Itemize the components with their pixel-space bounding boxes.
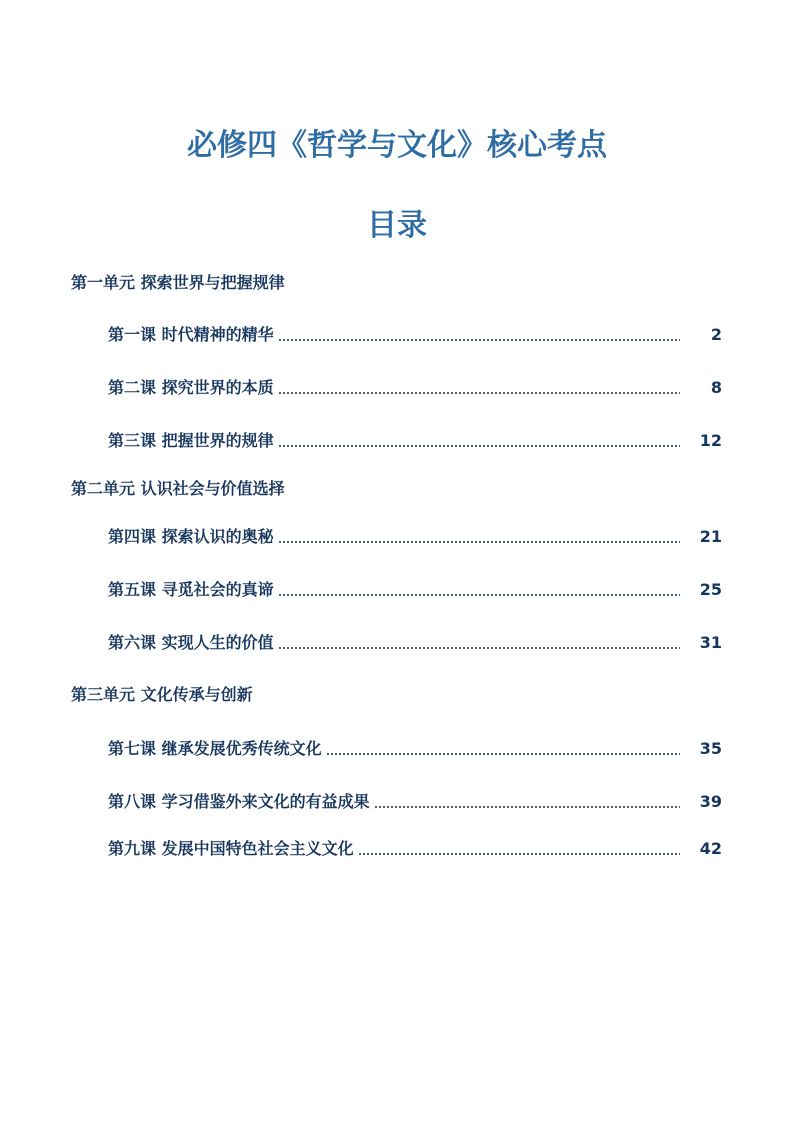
document-title: 必修四《哲学与文化》核心考点 [187, 128, 607, 163]
toc-lesson-label: 第五课 寻觅社会的真谛 [108, 580, 274, 599]
dot-leader [278, 594, 680, 596]
toc-heading: 目录 [367, 208, 427, 243]
toc-page-number: 21 [699, 527, 722, 546]
toc-lesson-4[interactable] [108, 525, 722, 549]
toc-lesson-9[interactable] [108, 837, 722, 861]
dot-leader [358, 853, 680, 855]
toc-page-number: 8 [710, 378, 722, 397]
toc-lesson-label: 第四课 探索认识的奥秘 [108, 527, 274, 546]
toc-lesson-1[interactable] [108, 323, 722, 347]
toc-lesson-label: 第八课 学习借鉴外来文化的有益成果 [108, 792, 370, 811]
toc-lesson-label: 第一课 时代精神的精华 [108, 325, 274, 344]
dot-leader [278, 647, 680, 649]
toc-page-number: 35 [699, 739, 722, 758]
toc-unit-3[interactable]: 第三单元 文化传承与创新 [71, 685, 253, 704]
toc-lesson-label: 第七课 继承发展优秀传统文化 [108, 739, 322, 758]
toc-lesson-label: 第三课 把握世界的规律 [108, 431, 274, 450]
dot-leader [374, 806, 680, 808]
dot-leader [278, 392, 680, 394]
toc-lesson-label: 第二课 探究世界的本质 [108, 378, 274, 397]
toc-lesson-label: 第六课 实现人生的价值 [108, 633, 274, 652]
toc-unit-1[interactable]: 第一单元 探索世界与把握规律 [71, 273, 285, 292]
dot-leader [278, 339, 680, 341]
toc-page-number: 42 [699, 839, 722, 858]
toc-lesson-7[interactable] [108, 737, 722, 761]
toc-page-number: 25 [699, 580, 722, 599]
toc-lesson-3[interactable] [108, 429, 722, 453]
toc-page-number: 12 [699, 431, 722, 450]
dot-leader [326, 753, 680, 755]
dot-leader [278, 541, 680, 543]
toc-lesson-5[interactable] [108, 578, 722, 602]
toc-page-number: 2 [710, 325, 722, 344]
toc-unit-2[interactable]: 第二单元 认识社会与价值选择 [71, 479, 285, 498]
toc-lesson-label: 第九课 发展中国特色社会主义文化 [108, 839, 354, 858]
toc-lesson-6[interactable] [108, 631, 722, 655]
toc-lesson-8[interactable] [108, 790, 722, 814]
toc-page-number: 39 [699, 792, 722, 811]
toc-lesson-2[interactable] [108, 376, 722, 400]
toc-page-number: 31 [699, 633, 722, 652]
dot-leader [278, 445, 680, 447]
